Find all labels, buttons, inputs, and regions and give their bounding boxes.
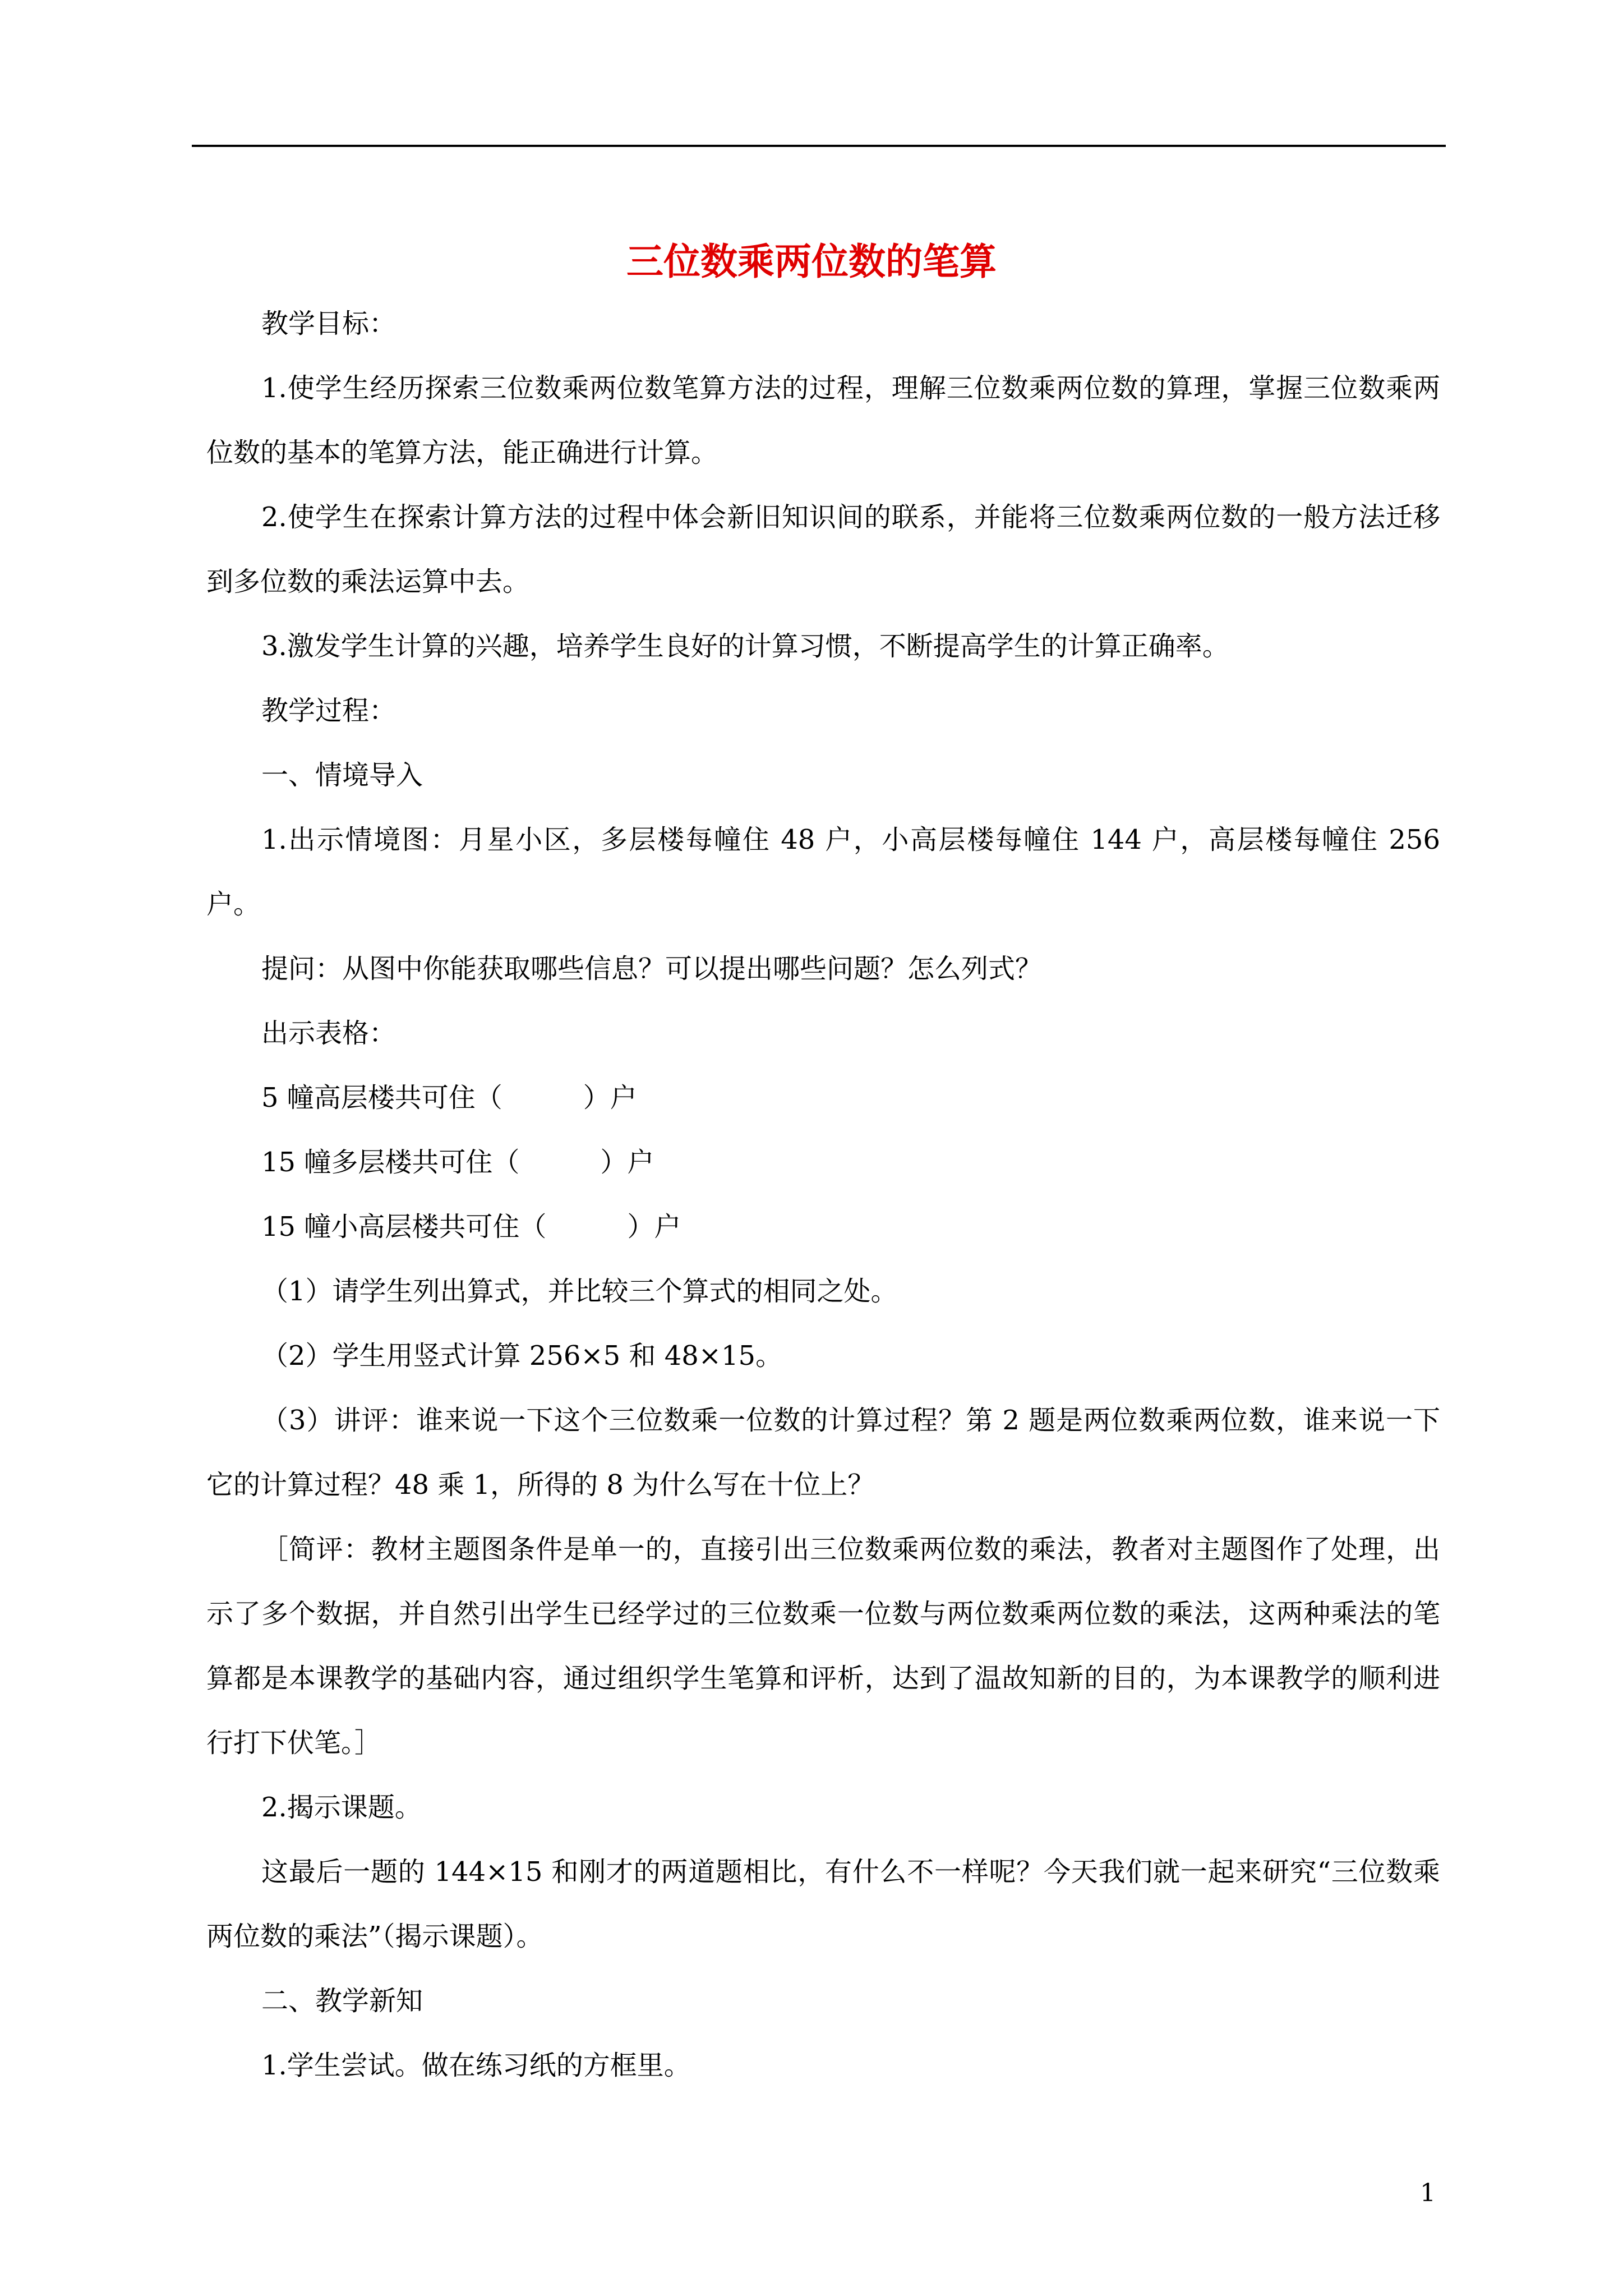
document-body	[206, 292, 1440, 2098]
paragraph-objectives-heading: 教学目标：	[261, 308, 396, 339]
header-rule	[192, 145, 1446, 147]
paragraph-step-2: （2）学生用竖式计算 256×5 和 48×15。	[261, 1340, 783, 1372]
paragraph-student-attempt: 1.学生尝试。做在练习纸的方框里。	[261, 2050, 691, 2081]
paragraph-section-2-heading: 二、教学新知	[261, 1985, 423, 2017]
paragraph-table-row-1: 5 幢高层楼共可住（ ）户	[261, 1082, 637, 1114]
paragraph-topic-text: 这最后一题的 144×15 和刚才的两道题相比，有什么不一样呢？今天我们就一起来研究“三位数乘两位数的乘法”（揭示课题）。	[206, 1856, 1440, 1952]
paragraph-step-1: （1）请学生列出算式，并比较三个算式的相同之处。	[261, 1276, 898, 1307]
paragraph-table-row-2: 15 幢多层楼共可住（ ）户	[261, 1147, 654, 1178]
paragraph-table-row-3: 15 幢小高层楼共可住（ ）户	[261, 1211, 681, 1243]
page-number: 1	[1420, 2179, 1436, 2207]
paragraph-reveal-topic: 2.揭示课题。	[261, 1792, 422, 1823]
paragraph-question: 提问：从图中你能获取哪些信息？可以提出哪些问题？怎么列式？	[261, 953, 1043, 984]
paragraph-step-3: （3）讲评：谁来说一下这个三位数乘一位数的计算过程？第 2 题是两位数乘两位数，谁来说一下它的计算过程？48 乘 1，所得的 8 为什么写在十位上？	[206, 1405, 1440, 1501]
paragraph-scenario: 1.出示情境图：月星小区，多层楼每幢住 48 户，小高层楼每幢住 144 户，高层楼每幢住 256 户。	[206, 824, 1440, 920]
paragraph-objective-1: 1.使学生经历探索三位数乘两位数笔算方法的过程，理解三位数乘两位数的算理，掌握三位数乘两位数的基本的笔算方法，能正确进行计算。	[206, 372, 1440, 468]
document-title: 三位数乘两位数的笔算	[626, 240, 997, 284]
paragraph-commentary: ［简评：教材主题图条件是单一的，直接引出三位数乘两位数的乘法，教者对主题图作了处理，出示了多个数据，并自然引出学生已经学过的三位数乘一位数与两位数乘两位数的乘法，这两种乘法的笔算都是本课教学的基础内容，通过组织学生笔算和评析，达到了温故知新的目的，为本课教学的顺利进行打下伏笔。］	[206, 1534, 1440, 1759]
paragraph-objective-3: 3.激发学生计算的兴趣，培养学生良好的计算习惯，不断提高学生的计算正确率。	[261, 631, 1229, 662]
paragraph-objective-2: 2.使学生在探索计算方法的过程中体会新旧知识间的联系，并能将三位数乘两位数的一般方法迁移到多位数的乘法运算中去。	[206, 501, 1440, 597]
paragraph-section-1-heading: 一、情境导入	[261, 760, 423, 791]
paragraph-table-intro: 出示表格：	[261, 1018, 396, 1049]
paragraph-process-heading: 教学过程：	[261, 695, 396, 726]
